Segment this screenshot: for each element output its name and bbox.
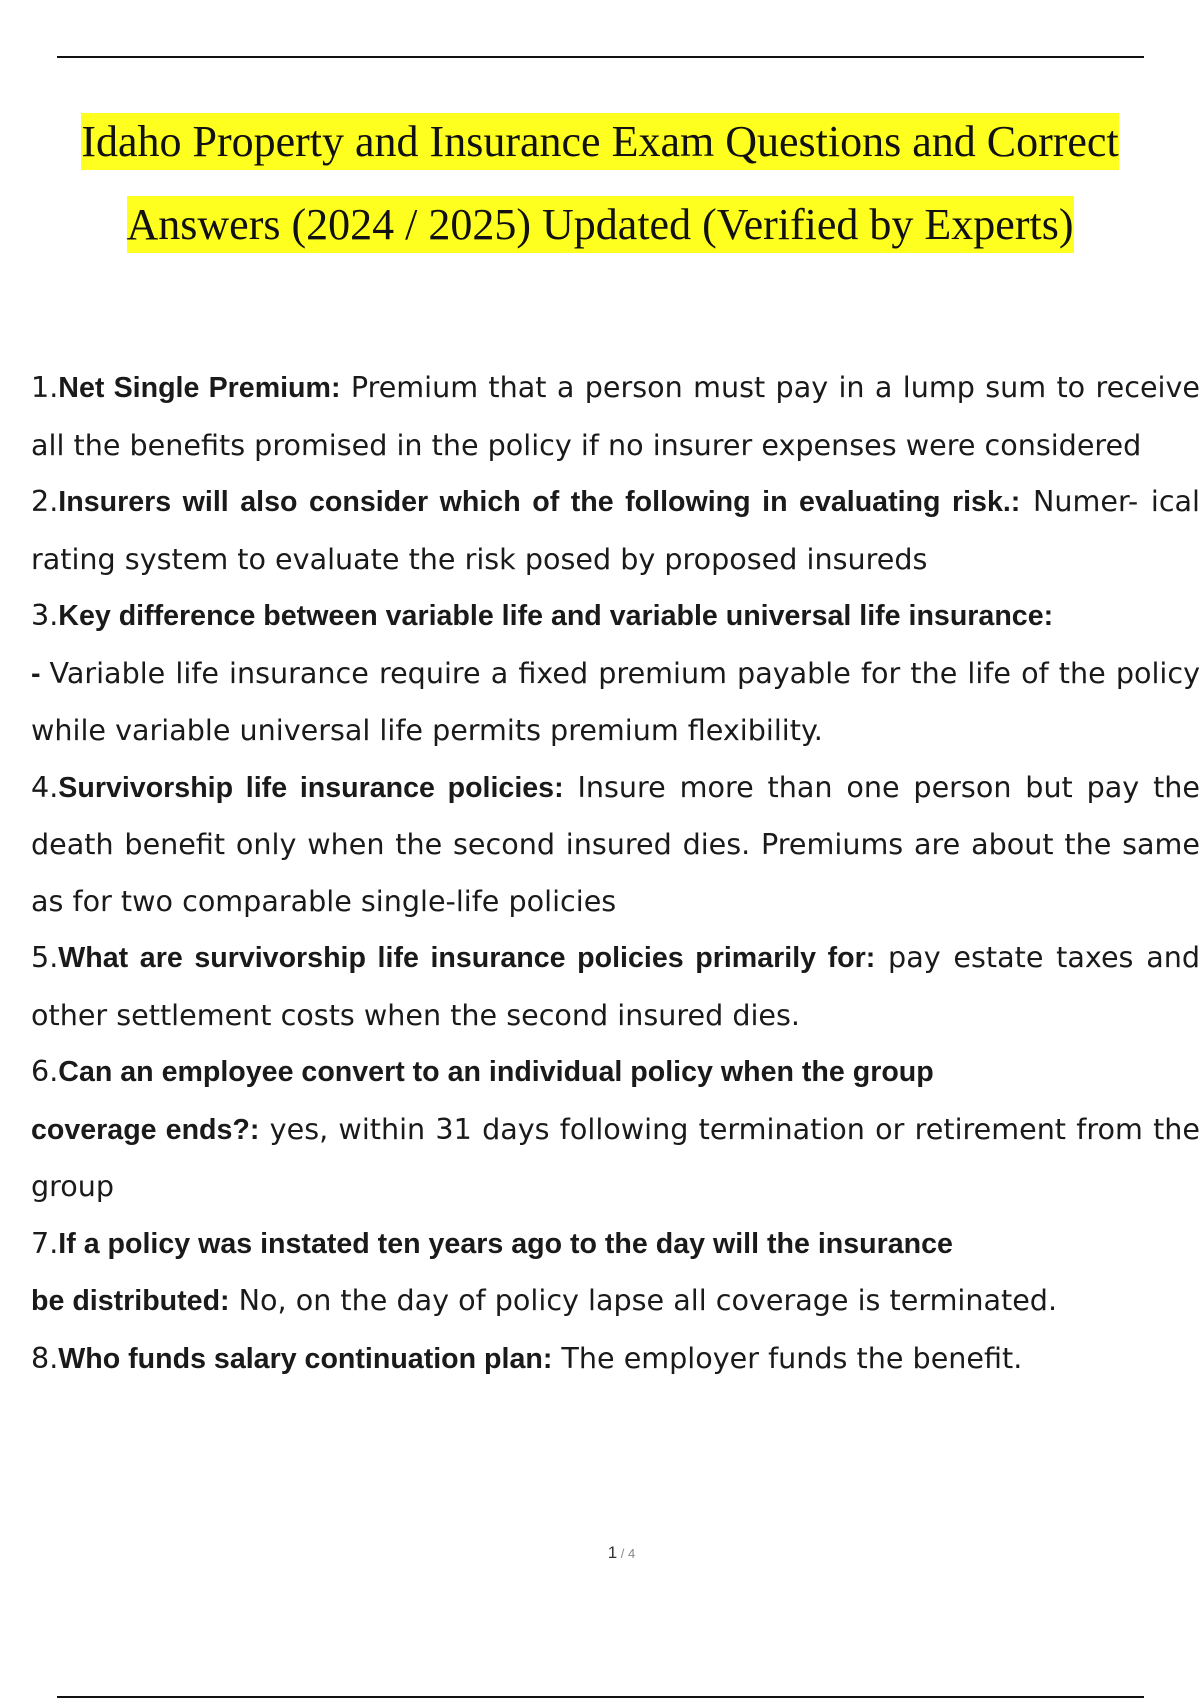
item-answer: pay estate taxes and other settlement costs when the second insured dies. (31, 940, 1200, 1032)
qa-list (31, 359, 1200, 1387)
bottom-rule (57, 1696, 1144, 1698)
top-rule (57, 56, 1144, 58)
qa-item-7 (31, 1215, 1200, 1330)
item-number: 3. (31, 598, 59, 632)
qa-item-1 (31, 359, 1200, 473)
item-answer: No, on the day of policy lapse all coverage is terminated. (229, 1283, 1058, 1317)
item-number: 1. (31, 370, 59, 404)
item-number: 5. (31, 940, 59, 974)
page-current: 1 (607, 1543, 618, 1562)
qa-item-6 (31, 1043, 1200, 1215)
item-answer: yes, within 31 days following termination or retirement from the group (31, 1111, 1200, 1203)
item-answer: Premium that a person must pay in a lump sum to receive all the benefits promised in the policy if no insurer expenses were considered (31, 370, 1200, 462)
title-line-2: Answers (2024 / 2025) Updated (Verified by Experts) (127, 196, 1074, 253)
qa-item-4 (31, 759, 1200, 930)
item-question: Who funds salary continuation plan: (58, 1342, 553, 1375)
page-total: / 4 (617, 1546, 636, 1561)
item-number: 7. (31, 1225, 59, 1260)
item-dash: - (31, 657, 50, 690)
qa-item-8 (31, 1330, 1200, 1388)
qa-item-3 (31, 587, 1200, 759)
item-answer: Variable life insurance require a fixed premium payable for the life of the policy while variable universal life permits premium flexibility. (31, 655, 1200, 747)
qa-item-2 (31, 473, 1200, 587)
item-answer: Insure more than one person but pay the death benefit only when the second insured dies. Premiums are about the same as for two comparable single-life policies (31, 769, 1200, 918)
qa-item-5 (31, 929, 1200, 1043)
document-title (0, 100, 1200, 266)
item-question-line-1: Can an employee convert to an individual policy when the group (58, 1056, 934, 1088)
item-answer: Numer- ical rating system to evaluate the risk posed by proposed insureds (31, 484, 1200, 576)
item-number: 4. (31, 769, 59, 804)
title-line-1: Idaho Property and Insurance Exam Questions and Correct (81, 113, 1118, 170)
item-question-line-2: be distributed: (31, 1285, 230, 1317)
page-number (0, 1543, 1200, 1563)
item-number: 2. (31, 484, 59, 518)
item-question: What are survivorship life insurance policies primarily for: (58, 942, 876, 974)
item-question: Survivorship life insurance policies: (58, 771, 564, 804)
item-number: 8. (31, 1340, 59, 1375)
item-question: Insurers will also consider which of the following in evaluating risk.: (58, 486, 1021, 518)
item-question: Key difference between variable life and variable universal life insurance: (58, 600, 1054, 632)
item-question-line-1: If a policy was instated ten years ago to the day will the insurance (58, 1227, 953, 1260)
item-question: Net Single Premium: (58, 372, 341, 404)
item-question-line-2: coverage ends?: (31, 1113, 260, 1146)
item-number: 6. (31, 1054, 59, 1088)
item-answer: The employer funds the benefit. (552, 1340, 1023, 1375)
